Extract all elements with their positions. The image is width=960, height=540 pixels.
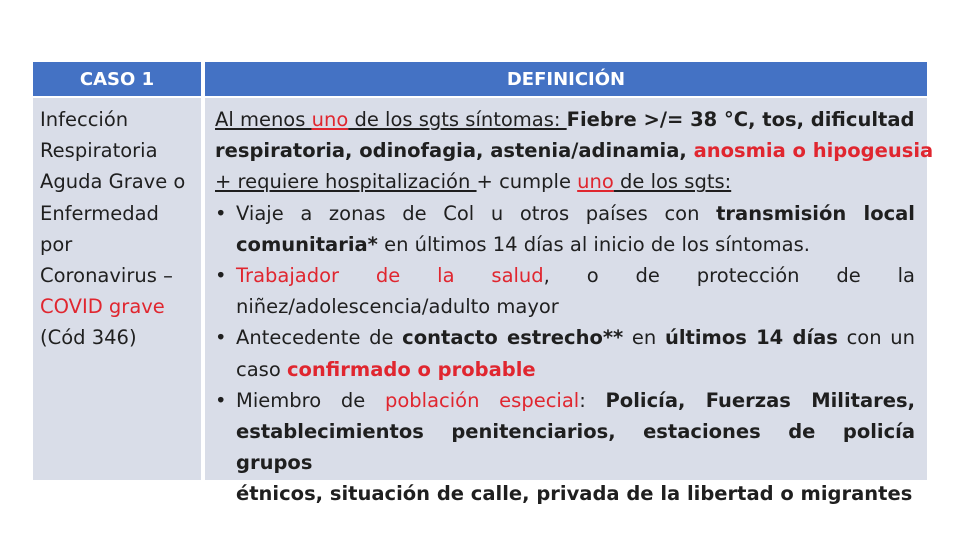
text-segment: transmisión local [716,201,915,225]
bullet-line [236,229,915,260]
caso-line: Respiratoria [40,139,158,163]
caso-covid-grave: COVID grave [40,295,165,319]
bullet-miembro [215,385,915,510]
text-segment: comunitaria* [236,232,378,256]
text-segment: + requiere hospitalización [215,170,477,194]
bullet-line [236,385,915,416]
text-segment: + cumple [476,170,578,194]
text-segment: con un [837,326,915,350]
text-segment: Policía, Fuerzas Militares, [605,388,915,412]
bullet-viaje [215,198,915,260]
caso-line: Enfermedad [40,201,159,225]
text-segment: , o de protección de la [543,264,915,288]
bullet-trabajador [215,260,915,322]
text-segment: Al menos [215,108,312,131]
text-segment: Antecedente de [236,326,403,350]
caso-code: (Cód 346) [40,326,137,350]
case-definition-table [33,62,934,506]
text-segment: uno [577,170,614,194]
bullet-line: establecimientos penitenciarios, estaciones de policía grupos [236,420,915,475]
bullet-line: étnicos, situación de calle, privada de la libertad o migrantes [236,482,913,506]
caso-cell [33,98,201,480]
bullet-dot: • [215,264,227,288]
bullet-line [236,322,915,353]
text-segment: anosmia o hipogeusia [693,139,934,163]
text-segment: confirmado o probable [286,357,536,381]
header-caso: CASO 1 [33,62,201,96]
bullet-line [236,198,915,229]
text-segment: en [623,326,665,350]
text-segment: : [579,388,606,412]
text-segment: población especial [384,388,580,412]
header-definicion: DEFINICIÓN [205,62,927,96]
text-segment: salud [491,264,544,288]
text-segment: Fiebre >/= 38 °C, tos, dificultad [566,108,915,131]
definition-line-3 [215,166,915,197]
text-segment: últimos 14 días [664,326,838,350]
caso-line: Coronavirus – [40,264,173,288]
definition-line-2 [215,135,934,166]
text-segment: caso [236,357,287,381]
text-segment: de los sgts síntomas: [348,108,567,131]
bullet-antecedente [215,322,915,384]
text-segment: contacto estrecho** [402,326,624,350]
text-segment: respiratoria, odinofagia, astenia/adinamia, [215,139,694,163]
bullet-dot: • [215,201,227,225]
text-segment: Miembro de [236,388,385,412]
bullet-line [236,260,915,291]
bullet-dot: • [215,326,227,350]
bullet-line: niñez/adolescencia/adulto mayor [236,295,559,319]
text-segment: Trabajador de la [236,264,492,288]
text-segment: en últimos 14 días al inicio de los síntomas. [377,232,810,256]
definition-line-1 [215,104,915,135]
bullet-line [236,354,915,385]
caso-line: Infección [40,108,129,131]
text-segment: Viaje a zonas de Col u otros países con [236,201,717,225]
text-segment: uno [311,108,349,131]
text-segment: de los sgts: [613,170,732,194]
caso-line: Aguda Grave o [40,170,186,194]
definicion-cell [205,98,934,506]
bullet-dot: • [215,388,227,412]
caso-line: por [40,232,73,256]
